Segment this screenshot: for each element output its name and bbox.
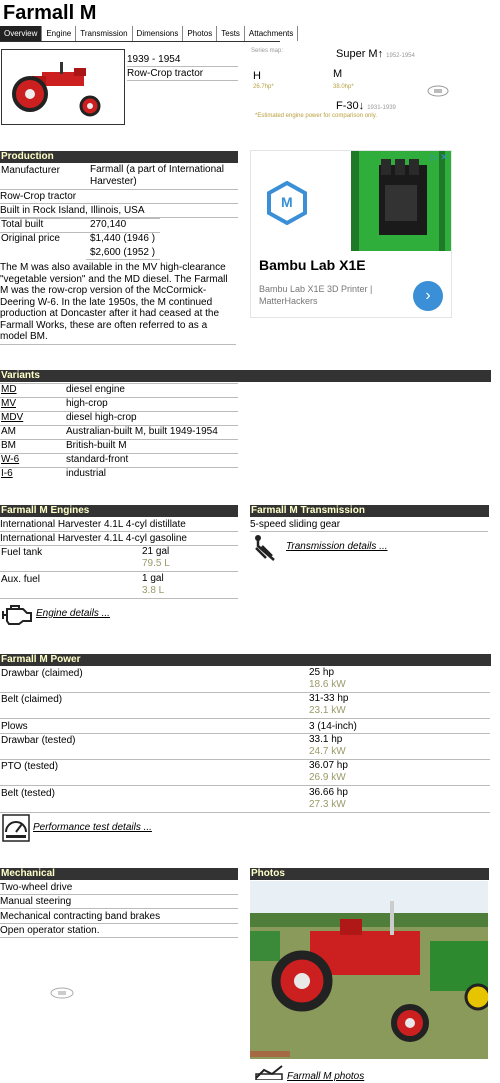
tractor-photo[interactable] bbox=[250, 881, 488, 1059]
variant-desc: diesel engine bbox=[66, 384, 125, 395]
list-item bbox=[0, 397, 238, 409]
price-row bbox=[0, 232, 160, 244]
tractor-type: Row-Crop tractor bbox=[127, 67, 238, 81]
list-item bbox=[0, 881, 238, 895]
list-item bbox=[0, 924, 238, 938]
series-left-hp: 26.7hp* bbox=[253, 84, 274, 90]
tab-tests[interactable]: Tests bbox=[217, 26, 245, 41]
production-header: Production bbox=[0, 151, 238, 163]
dyno-test-icon bbox=[2, 814, 30, 845]
power-metric: 23.1 kW bbox=[309, 705, 346, 716]
ad-choices-icon[interactable]: ▷ ✕ bbox=[431, 152, 448, 162]
fuel-tank-value: 21 gal bbox=[142, 546, 170, 557]
variant-code[interactable]: I-6 bbox=[1, 468, 13, 479]
power-value: 3 (14-inch) bbox=[309, 721, 357, 732]
variant-desc: diesel high-crop bbox=[66, 412, 137, 423]
total-built-label: Total built bbox=[1, 219, 44, 230]
power-metric: 27.3 kW bbox=[309, 799, 346, 810]
power-value: 36.07 hp bbox=[309, 760, 348, 771]
series-watermark-icon bbox=[427, 84, 449, 101]
engine-row-1[interactable] bbox=[0, 518, 238, 532]
price-row-2 bbox=[86, 246, 160, 260]
power-header: Farmall M Power bbox=[0, 654, 491, 666]
list-item bbox=[0, 895, 238, 909]
mechanical-item: Mechanical contracting band brakes bbox=[0, 911, 161, 922]
table-row bbox=[0, 760, 490, 786]
price-value-2: $2,600 (1952 ) bbox=[90, 247, 156, 258]
production-type bbox=[0, 190, 238, 204]
power-metric: 24.7 kW bbox=[309, 746, 346, 757]
series-center-hp: 38.0hp* bbox=[333, 84, 354, 90]
manufacturer-label: Manufacturer bbox=[1, 165, 60, 176]
series-center-model: M bbox=[333, 68, 343, 80]
variant-desc: British-built M bbox=[66, 440, 127, 451]
power-label: Belt (tested) bbox=[1, 788, 55, 799]
series-prev-name: F-30↓ bbox=[336, 100, 365, 112]
mechanical-item: Two-wheel drive bbox=[0, 882, 73, 893]
tab-bar bbox=[0, 26, 298, 41]
aux-fuel-metric: 3.8 L bbox=[142, 585, 165, 596]
performance-details-link[interactable]: Performance test details ... bbox=[33, 822, 152, 833]
variant-code[interactable]: MV bbox=[1, 398, 16, 409]
ad-banner[interactable] bbox=[250, 150, 452, 318]
fuel-tank-metric: 79.5 L bbox=[142, 558, 170, 569]
power-label: Belt (claimed) bbox=[1, 694, 63, 705]
transmission-row bbox=[250, 518, 488, 532]
engine-name-2: International Harvester 4.1L 4-cyl gasoline bbox=[0, 533, 187, 544]
series-next-years: 1952-1954 bbox=[386, 53, 415, 59]
price-value-1: $1,440 (1946 ) bbox=[90, 233, 156, 244]
manufacturer-value: Farmall (a part of International Harvester) bbox=[90, 164, 224, 187]
variant-desc: Australian-built M, built 1949-1954 bbox=[66, 426, 218, 437]
power-metric: 18.6 kW bbox=[309, 679, 346, 690]
table-row bbox=[0, 693, 490, 719]
transmission-value: 5-speed sliding gear bbox=[250, 519, 341, 530]
aux-fuel-row bbox=[0, 573, 238, 599]
fuel-tank-row bbox=[0, 546, 238, 572]
list-item bbox=[0, 439, 238, 451]
engine-icon bbox=[1, 603, 33, 628]
years: 1939 - 1954 bbox=[127, 53, 238, 67]
production-type-text: Row-Crop tractor bbox=[0, 191, 77, 202]
series-map-label: Series map: bbox=[251, 48, 284, 54]
power-value: 33.1 hp bbox=[309, 734, 343, 745]
series-prev[interactable] bbox=[336, 100, 396, 112]
production-built-text: Built in Rock Island, Illinois, USA bbox=[0, 205, 145, 216]
gear-shifter-icon bbox=[252, 534, 280, 565]
variant-desc: standard-front bbox=[66, 454, 129, 465]
tab-overview[interactable]: Overview bbox=[0, 26, 42, 41]
price-label: Original price bbox=[1, 233, 60, 244]
series-left-model[interactable]: H bbox=[253, 70, 261, 82]
fuel-tank-label: Fuel tank bbox=[1, 547, 43, 558]
power-value: 25 hp bbox=[309, 667, 335, 678]
manufacturer-row bbox=[0, 164, 238, 190]
variant-code: BM bbox=[1, 440, 16, 451]
list-item bbox=[0, 453, 238, 465]
variant-code[interactable]: W-6 bbox=[1, 454, 20, 465]
table-row bbox=[0, 720, 490, 734]
list-item bbox=[0, 467, 238, 479]
aux-fuel-label: Aux. fuel bbox=[1, 574, 40, 585]
photos-link[interactable]: Farmall M photos bbox=[287, 1071, 365, 1082]
production-built bbox=[0, 204, 238, 218]
tab-transmission[interactable]: Transmission bbox=[76, 26, 132, 41]
power-label: Drawbar (tested) bbox=[1, 735, 76, 746]
power-label: Plows bbox=[1, 721, 28, 732]
list-item bbox=[0, 411, 238, 423]
engine-row-2[interactable] bbox=[0, 532, 238, 546]
ad-arrow-button[interactable]: › bbox=[413, 281, 443, 311]
ad-logo-letter: M bbox=[281, 194, 293, 210]
transmission-header: Farmall M Transmission bbox=[250, 505, 489, 517]
watermark-icon bbox=[50, 986, 74, 1003]
ad-logo-icon bbox=[267, 181, 307, 228]
series-note: *Estimated engine power for comparison only. bbox=[255, 113, 377, 119]
series-prev-years: 1931-1939 bbox=[367, 105, 396, 111]
tab-dimensions[interactable]: Dimensions bbox=[133, 26, 184, 41]
table-row bbox=[0, 787, 490, 813]
variant-code[interactable]: MD bbox=[1, 384, 17, 395]
transmission-details-link[interactable]: Transmission details ... bbox=[286, 541, 388, 552]
power-label: Drawbar (claimed) bbox=[1, 668, 83, 679]
engine-name-1: International Harvester 4.1L 4-cyl distillate bbox=[0, 519, 186, 530]
ad-subtitle: Bambu Lab X1E 3D Printer | MatterHackers bbox=[259, 284, 373, 306]
production-description: The M was also available in the MV high-clearance "vegetable version" and the MD diesel. The Farmall M was the row-crop version of the McCormick-Deering W-6. In the late 1950s, the M continued production at Doncaster after it had ceased at the Farmall Works, these are often referred to as a model BM. bbox=[0, 262, 236, 345]
mechanical-item: Open operator station. bbox=[0, 925, 100, 936]
series-next[interactable] bbox=[336, 48, 415, 60]
mechanical-header: Mechanical bbox=[0, 868, 238, 880]
tab-attachments[interactable]: Attachments bbox=[245, 26, 298, 41]
photos-header: Photos bbox=[250, 868, 489, 880]
tab-engine[interactable]: Engine bbox=[42, 26, 76, 41]
variant-code[interactable]: MDV bbox=[1, 412, 24, 423]
series-next-name: Super M↑ bbox=[336, 48, 384, 60]
camera-icon bbox=[254, 1064, 284, 1083]
variant-code: AM bbox=[1, 426, 16, 437]
total-built-value: 270,140 bbox=[90, 219, 127, 230]
engines-header: Farmall M Engines bbox=[0, 505, 238, 517]
power-value: 36.66 hp bbox=[309, 787, 348, 798]
table-row bbox=[0, 667, 490, 693]
tab-photos[interactable]: Photos bbox=[183, 26, 217, 41]
mechanical-item: Manual steering bbox=[0, 896, 72, 907]
ad-product-image bbox=[351, 151, 451, 251]
variant-desc: industrial bbox=[66, 468, 107, 479]
power-value: 31-33 hp bbox=[309, 693, 349, 704]
variants-header: Variants bbox=[0, 370, 491, 382]
power-metric: 26.9 kW bbox=[309, 772, 346, 783]
list-item bbox=[0, 910, 238, 924]
list-item bbox=[0, 383, 238, 395]
ad-title[interactable]: Bambu Lab X1E bbox=[259, 257, 366, 273]
variant-desc: high-crop bbox=[66, 398, 108, 409]
tractor-thumbnail[interactable] bbox=[1, 49, 125, 125]
list-item bbox=[0, 425, 238, 437]
page-title: Farmall M bbox=[3, 2, 97, 24]
engine-details-link[interactable]: Engine details ... bbox=[36, 608, 110, 619]
aux-fuel-value: 1 gal bbox=[142, 573, 164, 584]
power-label: PTO (tested) bbox=[1, 761, 59, 772]
tab-underline bbox=[0, 41, 280, 42]
table-row bbox=[0, 734, 490, 760]
total-built-row bbox=[0, 218, 160, 230]
